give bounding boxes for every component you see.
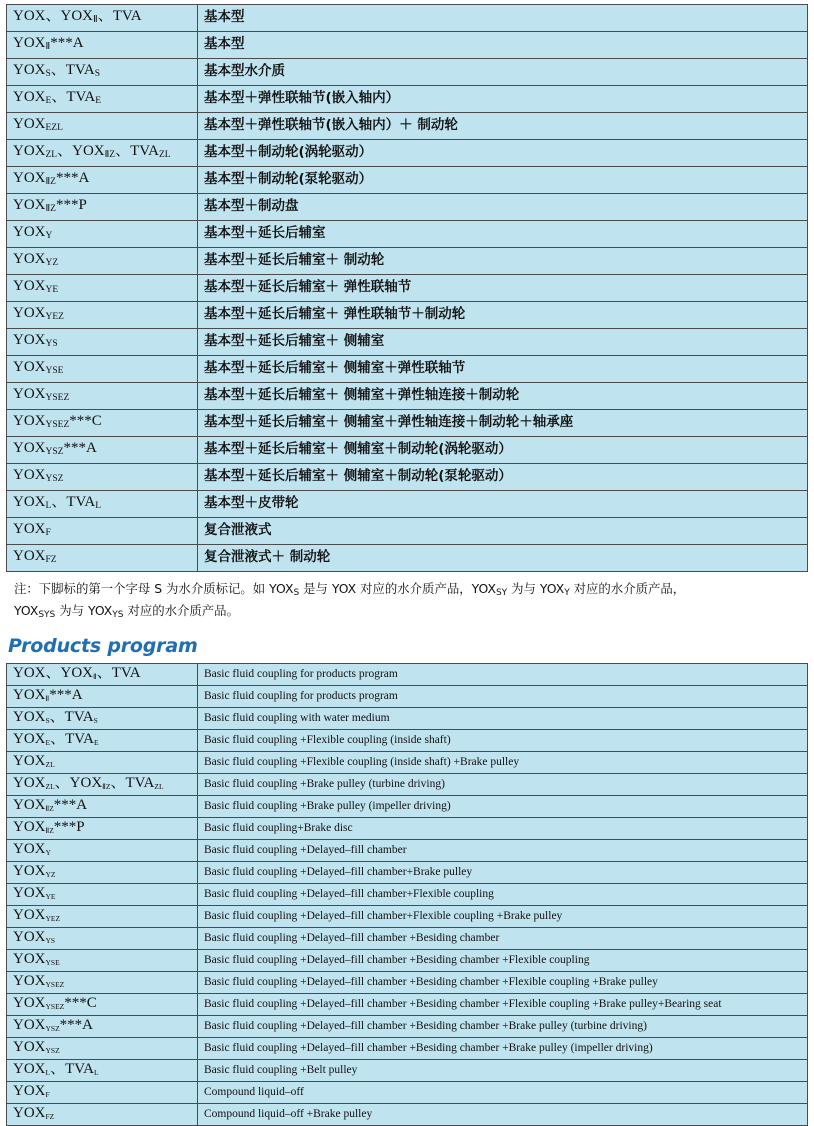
model-code-cell <box>7 1082 198 1104</box>
model-code: $YOX_{YSEZ}***C$ <box>13 413 102 430</box>
model-code: $YOX_{ⅡZ}***P$ <box>13 197 87 214</box>
model-description-cell: Basic fluid coupling +Delayed–fill chamber +Besiding chamber +Brake pulley (impeller driving) <box>198 1038 808 1060</box>
model-description-cell: Basic fluid coupling +Belt pulley <box>198 1060 808 1082</box>
table-row <box>7 248 808 275</box>
model-code-cell <box>7 1060 198 1082</box>
model-code: $YOX_E$、$TVA_E$ <box>13 731 99 747</box>
table-row <box>7 840 808 862</box>
model-description-cell: 基本型＋延长后辅室＋ 侧辅室 <box>198 329 808 356</box>
model-description-cell: Compound liquid–off <box>198 1082 808 1104</box>
model-description-cell: Basic fluid coupling +Delayed–fill chamber +Besiding chamber <box>198 928 808 950</box>
english-model-table <box>6 663 808 1126</box>
model-description-cell: 基本型＋延长后辅室 <box>198 221 808 248</box>
model-code: $YOX_{YSZ}***A$ <box>13 440 97 457</box>
model-code-cell <box>7 994 198 1016</box>
model-code-cell <box>7 708 198 730</box>
model-code-cell <box>7 302 198 329</box>
model-description-cell: Basic fluid coupling+Brake disc <box>198 818 808 840</box>
model-description-cell: Basic fluid coupling +Brake pulley (turbine driving) <box>198 774 808 796</box>
model-code: $YOX_{FZ}$ <box>13 1105 55 1121</box>
model-code: $YOX_{ZL}$、$YOX_{ⅡZ}$、$TVA_{ZL}$ <box>13 143 171 160</box>
model-code: $YOX_{ⅡZ}***P$ <box>13 819 85 835</box>
model-code-cell <box>7 818 198 840</box>
footnote-line-2: $YOX_{SYS}$ 为与 $YOX_{YS}$ 对应的水介质产品。 <box>14 603 239 620</box>
model-description-cell: Basic fluid coupling for products program <box>198 664 808 686</box>
table-row <box>7 275 808 302</box>
table-row <box>7 113 808 140</box>
model-description-cell: Basic fluid coupling for products program <box>198 686 808 708</box>
table-row <box>7 752 808 774</box>
table-row <box>7 59 808 86</box>
model-code: $YOX_Ⅱ***A$ <box>13 687 83 703</box>
model-code-cell <box>7 491 198 518</box>
model-code: $YOX_{ZL}$ <box>13 753 55 769</box>
model-description-cell: Basic fluid coupling +Brake pulley (impeller driving) <box>198 796 808 818</box>
table-row <box>7 796 808 818</box>
model-description-cell: 基本型＋延长后辅室＋ 弹性联轴节 <box>198 275 808 302</box>
model-code: $YOX_{YZ}$ <box>13 863 56 879</box>
model-code-cell <box>7 59 198 86</box>
model-code: $YOX_F$ <box>13 521 51 538</box>
model-code-cell <box>7 545 198 572</box>
table-row <box>7 167 808 194</box>
table-row <box>7 1060 808 1082</box>
document-page <box>0 4 814 1126</box>
table-row <box>7 329 808 356</box>
model-code: $YOX_{YEZ}$ <box>13 907 61 923</box>
model-code-cell <box>7 686 198 708</box>
table-row <box>7 708 808 730</box>
model-code-cell <box>7 1016 198 1038</box>
model-description-cell: Basic fluid coupling +Delayed–fill chamber +Besiding chamber +Flexible coupling <box>198 950 808 972</box>
table-row <box>7 950 808 972</box>
model-code-cell <box>7 5 198 32</box>
model-code: YOX、$YOX_Ⅱ$、TVA <box>13 665 141 681</box>
table-row <box>7 686 808 708</box>
model-code-cell <box>7 167 198 194</box>
model-description-cell: 基本型＋延长后辅室＋ 侧辅室＋制动轮(泵轮驱动） <box>198 464 808 491</box>
model-description-cell: Basic fluid coupling +Delayed–fill chamber+Flexible coupling +Brake pulley <box>198 906 808 928</box>
model-description-cell: Basic fluid coupling with water medium <box>198 708 808 730</box>
model-description-cell: 基本型水介质 <box>198 59 808 86</box>
model-description-cell: 基本型＋弹性联轴节(嵌入轴内）＋ 制动轮 <box>198 113 808 140</box>
model-code-cell <box>7 840 198 862</box>
model-description-cell: 基本型＋制动盘 <box>198 194 808 221</box>
table-row <box>7 994 808 1016</box>
table-row <box>7 140 808 167</box>
model-description-cell: Basic fluid coupling +Delayed–fill chamber +Besiding chamber +Brake pulley (turbine driving) <box>198 1016 808 1038</box>
model-description-cell: 基本型＋延长后辅室＋ 侧辅室＋弹性轴连接＋制动轮＋轴承座 <box>198 410 808 437</box>
model-code-cell <box>7 356 198 383</box>
footnote <box>14 579 804 623</box>
model-description-cell: Basic fluid coupling +Delayed–fill chamber <box>198 840 808 862</box>
model-code: $YOX_{YSZ}$ <box>13 467 64 484</box>
model-description-cell: 基本型＋弹性联轴节(嵌入轴内） <box>198 86 808 113</box>
model-description-cell: 基本型＋皮带轮 <box>198 491 808 518</box>
model-code-cell <box>7 464 198 491</box>
table-row <box>7 664 808 686</box>
model-description-cell: Basic fluid coupling +Delayed–fill chamber+Brake pulley <box>198 862 808 884</box>
model-description-cell: 基本型＋制动轮(泵轮驱动） <box>198 167 808 194</box>
model-code: $YOX_{YSEZ}$ <box>13 386 70 403</box>
table-row <box>7 862 808 884</box>
model-code: $YOX_L$、$TVA_L$ <box>13 494 102 511</box>
model-description-cell: Compound liquid–off +Brake pulley <box>198 1104 808 1126</box>
model-code: $YOX_{YZ}$ <box>13 251 59 268</box>
model-code: $YOX_{YE}$ <box>13 278 59 295</box>
model-code: $YOX_{YSE}$ <box>13 359 64 376</box>
table-row <box>7 906 808 928</box>
model-code-cell <box>7 752 198 774</box>
table-row <box>7 818 808 840</box>
model-description-cell: 基本型＋延长后辅室＋ 侧辅室＋弹性轴连接＋制动轮 <box>198 383 808 410</box>
model-description-cell: 基本型＋延长后辅室＋ 侧辅室＋制动轮(涡轮驱动） <box>198 437 808 464</box>
english-table-body <box>7 664 808 1126</box>
table-row <box>7 410 808 437</box>
model-code: $YOX_Ⅱ***A$ <box>13 35 84 52</box>
table-row <box>7 194 808 221</box>
model-code: $YOX_{YS}$ <box>13 929 56 945</box>
table-row <box>7 730 808 752</box>
model-code-cell <box>7 796 198 818</box>
model-code: $YOX_{YSE}$ <box>13 951 60 967</box>
model-code: $YOX_{ⅡZ}***A$ <box>13 170 90 187</box>
model-code-cell <box>7 248 198 275</box>
page-title: Products program <box>8 635 198 657</box>
model-code: $YOX_{YE}$ <box>13 885 56 901</box>
table-row <box>7 545 808 572</box>
model-description-cell: 基本型＋制动轮(涡轮驱动） <box>198 140 808 167</box>
table-row <box>7 1104 808 1126</box>
table-row <box>7 302 808 329</box>
table-row <box>7 437 808 464</box>
model-code: $YOX_E$、$TVA_E$ <box>13 89 102 106</box>
model-description-cell: 基本型＋延长后辅室＋ 弹性联轴节＋制动轮 <box>198 302 808 329</box>
model-code-cell <box>7 884 198 906</box>
model-code: $YOX_{YSEZ}***C$ <box>13 995 97 1011</box>
table-row <box>7 491 808 518</box>
model-code: $YOX_{YEZ}$ <box>13 305 64 322</box>
model-code-cell <box>7 383 198 410</box>
table-row <box>7 1082 808 1104</box>
model-description-cell: 复合泄液式 <box>198 518 808 545</box>
model-code-cell <box>7 906 198 928</box>
model-code: $YOX_L$、$TVA_L$ <box>13 1061 99 1077</box>
model-code: $YOX_{YSZ}***A$ <box>13 1017 94 1033</box>
table-row <box>7 32 808 59</box>
model-code: $YOX_S$、$TVA_S$ <box>13 62 100 79</box>
model-code-cell <box>7 928 198 950</box>
model-description-cell: 复合泄液式＋ 制动轮 <box>198 545 808 572</box>
model-code-cell <box>7 194 198 221</box>
model-description-cell: 基本型＋延长后辅室＋ 侧辅室＋弹性联轴节 <box>198 356 808 383</box>
table-row <box>7 383 808 410</box>
model-code-cell <box>7 329 198 356</box>
model-code-cell <box>7 950 198 972</box>
model-code-cell <box>7 86 198 113</box>
model-code-cell <box>7 437 198 464</box>
model-code: $YOX_{FZ}$ <box>13 548 57 565</box>
chinese-model-table <box>6 4 808 572</box>
model-code-cell <box>7 275 198 302</box>
table-row <box>7 774 808 796</box>
model-code-cell <box>7 1104 198 1126</box>
model-description-cell: 基本型 <box>198 32 808 59</box>
chinese-table-body <box>7 5 808 572</box>
model-code-cell <box>7 972 198 994</box>
model-code-cell <box>7 221 198 248</box>
table-row <box>7 1038 808 1060</box>
table-row <box>7 1016 808 1038</box>
model-code-cell <box>7 730 198 752</box>
model-code-cell <box>7 862 198 884</box>
model-code-cell <box>7 664 198 686</box>
model-code-cell <box>7 140 198 167</box>
model-code: $YOX_F$ <box>13 1083 50 1099</box>
model-description-cell: Basic fluid coupling +Delayed–fill chamber +Besiding chamber +Flexible coupling +Brake pulley <box>198 972 808 994</box>
model-code: $YOX_{YSEZ}$ <box>13 973 65 989</box>
footnote-line-1: 注：下脚标的第一个字母 S 为水介质标记。如 $YOX_S$ 是与 YOX 对应的水介质产品，$YOX_{SY}$ 为与 $YOX_Y$ 对应的水介质产品， <box>14 581 686 598</box>
model-code: $YOX_Y$ <box>13 224 53 241</box>
model-code: $YOX_{ZL}$、$YOX_{ⅡZ}$、$TVA_{ZL}$ <box>13 775 164 791</box>
table-row <box>7 518 808 545</box>
table-row <box>7 464 808 491</box>
model-code-cell <box>7 1038 198 1060</box>
table-row <box>7 221 808 248</box>
model-code-cell <box>7 774 198 796</box>
model-code-cell <box>7 32 198 59</box>
model-description-cell: Basic fluid coupling +Flexible coupling (inside shaft) <box>198 730 808 752</box>
table-row <box>7 884 808 906</box>
model-description-cell: 基本型＋延长后辅室＋ 制动轮 <box>198 248 808 275</box>
model-code-cell <box>7 410 198 437</box>
model-code: $YOX_{YS}$ <box>13 332 58 349</box>
table-row <box>7 356 808 383</box>
model-code: $YOX_S$、$TVA_S$ <box>13 709 98 725</box>
model-code-cell <box>7 113 198 140</box>
model-code: YOX、$YOX_Ⅱ$、TVA <box>13 8 142 25</box>
table-row <box>7 5 808 32</box>
model-description-cell: Basic fluid coupling +Delayed–fill chamber+Flexible coupling <box>198 884 808 906</box>
model-code: $YOX_{EZL}$ <box>13 116 63 133</box>
model-code: $YOX_Y$ <box>13 841 51 857</box>
model-description-cell: 基本型 <box>198 5 808 32</box>
model-code: $YOX_{YSZ}$ <box>13 1039 60 1055</box>
model-code: $YOX_{ⅡZ}***A$ <box>13 797 88 813</box>
model-description-cell: Basic fluid coupling +Delayed–fill chamber +Besiding chamber +Flexible coupling +Brake pulley+Bearing seat <box>198 994 808 1016</box>
model-code-cell <box>7 518 198 545</box>
table-row <box>7 86 808 113</box>
model-description-cell: Basic fluid coupling +Flexible coupling (inside shaft) +Brake pulley <box>198 752 808 774</box>
table-row <box>7 972 808 994</box>
table-row <box>7 928 808 950</box>
